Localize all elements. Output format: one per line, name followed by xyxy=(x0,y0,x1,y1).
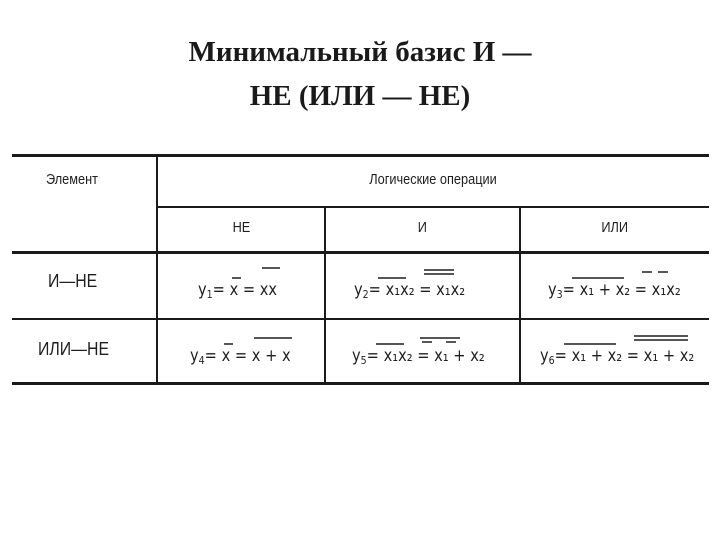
formula-y3 xyxy=(548,280,681,301)
row-label-nor: ИЛИ—НЕ xyxy=(38,338,110,359)
formula-y2-var: y xyxy=(354,280,363,300)
formula-y2 xyxy=(354,280,465,301)
header-op-and xyxy=(326,212,519,242)
formula-y1 xyxy=(198,280,277,301)
header-bottom-rule xyxy=(12,251,709,254)
row-label-nand: И—НЕ xyxy=(48,270,98,291)
header-logic-ops xyxy=(157,168,709,190)
header-op-not-label: НЕ xyxy=(232,218,250,236)
formula-y5-index: 5 xyxy=(360,354,367,367)
formula-y5-body: = x₁x₂ = x₁ + x₂ xyxy=(366,346,485,366)
header-op-or xyxy=(521,212,709,242)
page-title xyxy=(0,30,720,118)
header-op-not xyxy=(158,212,324,242)
header-logic-ops-label: Логические операции xyxy=(369,170,497,188)
header-sub-rule xyxy=(157,206,709,208)
title-line-2: НЕ (ИЛИ — НЕ) xyxy=(249,80,471,112)
formula-y1-index: 1 xyxy=(206,288,213,301)
header-op-or-label: ИЛИ xyxy=(601,218,629,236)
formula-y5 xyxy=(352,346,485,367)
row-divider-rule xyxy=(12,318,709,320)
table-bottom-rule xyxy=(12,382,709,385)
formula-y6-body: = x₁ + x₂ = x₁ + x₂ xyxy=(554,346,695,366)
formula-y6-index: 6 xyxy=(548,354,555,367)
formula-y4 xyxy=(190,346,291,367)
formula-y6 xyxy=(540,346,694,367)
title-line-1: Минимальный базис И — xyxy=(188,36,532,68)
formula-y3-body: = x₁ + x₂ = x₁x₂ xyxy=(562,280,681,300)
formula-y1-body: = x = xx xyxy=(212,280,278,300)
formula-y2-body: = x₁x₂ = x₁x₂ xyxy=(368,280,466,300)
logic-basis-table xyxy=(12,154,709,384)
formula-y4-index: 4 xyxy=(198,354,205,367)
formula-y4-body: = x = x + x xyxy=(204,346,291,366)
formula-y2-index: 2 xyxy=(362,288,369,301)
header-element: Элемент xyxy=(46,170,99,188)
formula-y5-var: y xyxy=(352,346,361,366)
table-top-rule xyxy=(12,154,709,157)
formula-y4-var: y xyxy=(190,346,199,366)
formula-y3-var: y xyxy=(548,280,557,300)
formula-y3-index: 3 xyxy=(556,288,563,301)
formula-y6-var: y xyxy=(540,346,549,366)
header-op-and-label: И xyxy=(417,218,428,236)
formula-y1-var: y xyxy=(198,280,207,300)
